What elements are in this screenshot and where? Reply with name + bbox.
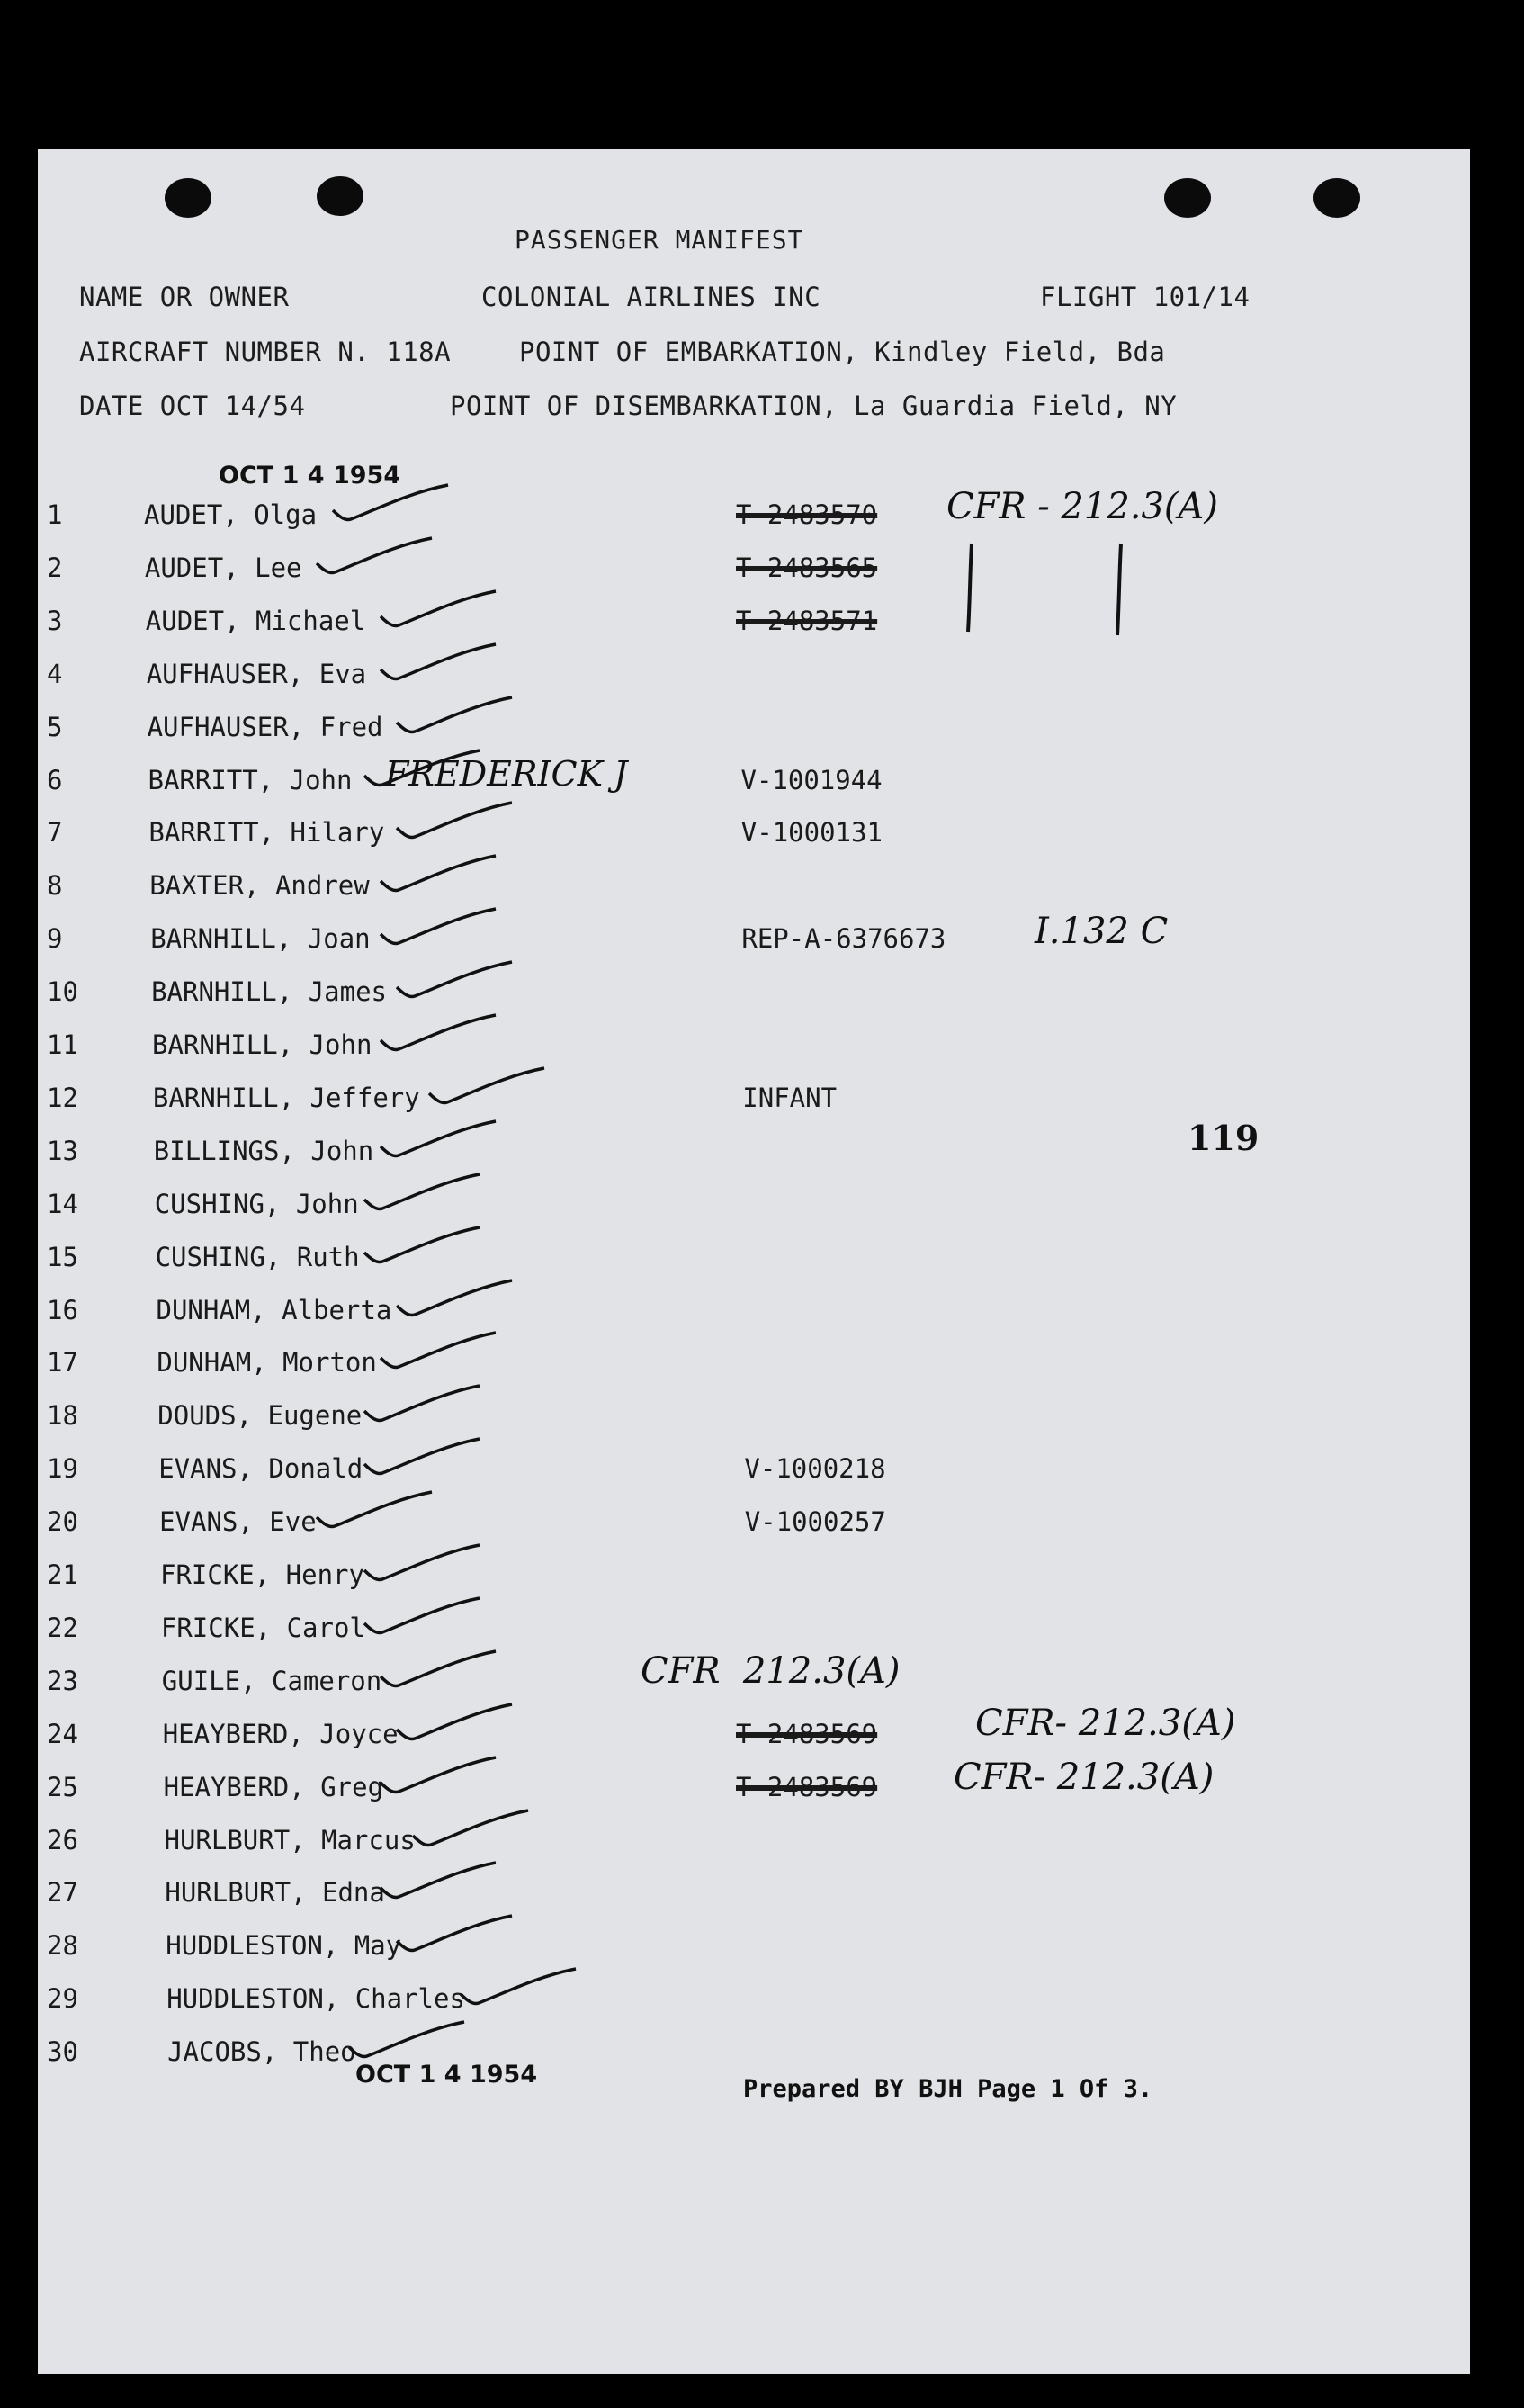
passenger-name: DOUDS, Eugene	[157, 1400, 363, 1431]
passenger-name: HUDDLESTON, Charles	[166, 1983, 465, 2014]
checkmark-icon	[377, 1756, 503, 1801]
passenger-row	[0, 1242, 1524, 1294]
passenger-number: 11	[47, 1029, 78, 1060]
passenger-name: HEAYBERD, Joyce	[162, 1719, 399, 1749]
passenger-document-number: T-2483565	[736, 553, 878, 583]
passenger-number: 10	[47, 976, 78, 1007]
embarkation-point: POINT OF EMBARKATION, Kindley Field, Bda	[519, 337, 1166, 367]
passenger-name: AUFHAUSER, Fred	[147, 712, 383, 742]
owner-label: NAME OR OWNER	[79, 282, 290, 312]
passenger-name: EVANS, Donald	[158, 1453, 363, 1484]
passenger-number: 16	[47, 1295, 78, 1325]
checkmark-icon	[345, 2020, 471, 2065]
passenger-number: 24	[47, 1719, 78, 1749]
passenger-name: AUFHAUSER, Eva	[146, 659, 367, 689]
passenger-row	[0, 1083, 1524, 1135]
passenger-name: JACOBS, Theo	[167, 2036, 356, 2067]
passenger-name: DUNHAM, Alberta	[156, 1295, 392, 1325]
owner-name: COLONIAL AIRLINES INC	[481, 282, 821, 312]
checkmark-icon	[361, 1437, 487, 1482]
passenger-number: 22	[47, 1613, 78, 1643]
passenger-name: AUDET, Michael	[145, 606, 366, 636]
passenger-row	[0, 1930, 1524, 1982]
passenger-name: BARNHILL, John	[152, 1029, 372, 1060]
passenger-name: HUDDLESTON, May	[166, 1930, 402, 1961]
checkmark-icon	[377, 1331, 503, 1376]
passenger-row	[0, 553, 1524, 605]
checkmark-icon	[393, 1914, 519, 1959]
passenger-row	[0, 1983, 1524, 2035]
passenger-name: BARNHILL, James	[151, 976, 387, 1007]
checkmark-icon	[313, 536, 439, 581]
handwritten-cfr-note-23: CFR 212.3(A)	[641, 1650, 901, 1692]
date-stamp-bottom: OCT 1 4 1954	[355, 2061, 538, 2089]
punch-hole	[1313, 178, 1360, 218]
passenger-number: 26	[47, 1825, 78, 1855]
passenger-number: 18	[47, 1400, 78, 1431]
passenger-row	[0, 1559, 1524, 1612]
aircraft-number: AIRCRAFT NUMBER N. 118A	[79, 337, 452, 367]
passenger-row	[0, 659, 1524, 711]
checkmark-icon	[393, 1279, 519, 1324]
passenger-number: 21	[47, 1559, 78, 1590]
handwritten-cfr-note: CFR - 212.3(A)	[946, 486, 1219, 527]
checkmark-icon	[377, 642, 503, 687]
checkmark-icon	[313, 1490, 439, 1535]
passenger-row	[0, 712, 1524, 764]
passenger-row	[0, 1347, 1524, 1399]
passenger-number: 14	[47, 1189, 78, 1219]
checkmark-icon	[329, 483, 455, 528]
passenger-name: HURLBURT, Edna	[165, 1877, 385, 1908]
passenger-document-number: V-1000131	[740, 817, 883, 848]
passenger-name: BILLINGS, John	[153, 1136, 374, 1166]
manifest-title: PASSENGER MANIFEST	[515, 225, 804, 255]
passenger-name: EVANS, Eve	[159, 1506, 317, 1537]
passenger-name: BARRITT, Hilary	[148, 817, 385, 848]
checkmark-icon	[361, 1596, 487, 1641]
passenger-number: 30	[47, 2036, 78, 2067]
handwritten-cfr-note-24: CFR- 212.3(A)	[975, 1703, 1236, 1744]
passenger-number: 13	[47, 1136, 78, 1166]
passenger-row	[0, 1453, 1524, 1505]
checkmark-icon	[377, 589, 503, 634]
passenger-document-number: V-1000218	[744, 1453, 886, 1484]
checkmark-icon	[393, 1703, 519, 1748]
passenger-number: 9	[47, 923, 63, 954]
passenger-row	[0, 606, 1524, 658]
passenger-name: AUDET, Lee	[144, 553, 302, 583]
passenger-name: HURLBURT, Marcus	[164, 1825, 416, 1855]
checkmark-icon	[377, 1649, 503, 1694]
passenger-name: BARNHILL, Jeffery	[152, 1083, 420, 1113]
passenger-row	[0, 1189, 1524, 1241]
passenger-document-number: REP-A-6376673	[741, 923, 946, 954]
passenger-row	[0, 1506, 1524, 1559]
passenger-document-number: T-2483571	[736, 606, 878, 636]
page-number: 119	[1188, 1118, 1260, 1158]
checkmark-icon	[361, 1384, 487, 1429]
passenger-number: 17	[47, 1347, 78, 1378]
date-stamp-top: OCT 1 4 1954	[219, 462, 401, 490]
passenger-number: 5	[47, 712, 63, 742]
flight-date: DATE OCT 14/54	[79, 391, 306, 421]
handwritten-ditto-marks	[963, 540, 1143, 639]
checkmark-icon	[393, 696, 519, 741]
passenger-name: GUILE, Cameron	[161, 1666, 382, 1696]
passenger-row	[0, 765, 1524, 817]
passenger-document-number: INFANT	[742, 1083, 838, 1113]
passenger-row	[0, 870, 1524, 922]
passenger-name: DUNHAM, Morton	[157, 1347, 377, 1378]
passenger-row	[0, 976, 1524, 1029]
checkmark-icon	[377, 1013, 503, 1058]
checkmark-icon	[426, 1066, 551, 1111]
checkmark-icon	[393, 960, 519, 1005]
passenger-name: BAXTER, Andrew	[149, 870, 370, 901]
passenger-name: BARRITT, John	[148, 765, 353, 795]
handwritten-i132-note: I.132 C	[1035, 911, 1169, 952]
punch-hole	[317, 176, 363, 216]
passenger-row	[0, 1400, 1524, 1452]
punch-hole	[165, 178, 211, 218]
passenger-number: 15	[47, 1242, 78, 1272]
passenger-number: 20	[47, 1506, 78, 1537]
passenger-row	[0, 1772, 1524, 1824]
passenger-document-number: T-2483569	[736, 1719, 878, 1749]
checkmark-icon	[377, 1861, 503, 1906]
passenger-number: 4	[47, 659, 63, 689]
disembarkation-point: POINT OF DISEMBARKATION, La Guardia Field, NY	[450, 391, 1178, 421]
passenger-row	[0, 923, 1524, 975]
passenger-row	[0, 817, 1524, 869]
checkmark-icon	[361, 1173, 487, 1217]
passenger-name: HEAYBERD, Greg	[163, 1772, 384, 1802]
passenger-row	[0, 1136, 1524, 1188]
passenger-row	[0, 1877, 1524, 1929]
checkmark-icon	[457, 1967, 583, 2012]
passenger-number: 1	[47, 499, 63, 530]
passenger-name: CUSHING, John	[154, 1189, 359, 1219]
passenger-number: 2	[47, 553, 63, 583]
checkmark-icon	[377, 854, 503, 899]
passenger-number: 23	[47, 1666, 78, 1696]
checkmark-icon	[361, 1226, 487, 1271]
passenger-number: 6	[47, 765, 63, 795]
checkmark-icon	[409, 1809, 535, 1854]
passenger-document-number: T-2483570	[736, 499, 878, 530]
passenger-name: AUDET, Olga	[144, 499, 318, 530]
passenger-name: FRICKE, Carol	[160, 1613, 365, 1643]
passenger-number: 3	[47, 606, 63, 636]
passenger-number: 29	[47, 1983, 78, 2014]
passenger-number: 27	[47, 1877, 78, 1908]
passenger-row	[0, 499, 1524, 552]
passenger-number: 8	[47, 870, 63, 901]
passenger-number: 28	[47, 1930, 78, 1961]
prepared-by-footer: Prepared BY BJH Page 1 Of 3.	[743, 2075, 1153, 2103]
checkmark-icon	[377, 907, 503, 952]
checkmark-icon	[361, 1543, 487, 1588]
passenger-number: 12	[47, 1083, 78, 1113]
checkmark-icon	[393, 801, 519, 846]
passenger-row	[0, 1825, 1524, 1877]
punch-hole	[1164, 178, 1211, 218]
passenger-name: FRICKE, Henry	[160, 1559, 364, 1590]
flight-number: FLIGHT 101/14	[1040, 282, 1251, 312]
passenger-document-number: V-1001944	[740, 765, 883, 795]
passenger-name: CUSHING, Ruth	[155, 1242, 360, 1272]
passenger-number: 25	[47, 1772, 78, 1802]
passenger-number: 7	[47, 817, 63, 848]
handwritten-frederick: FREDERICK J	[385, 754, 628, 794]
passenger-document-number: T-2483569	[736, 1772, 878, 1802]
checkmark-icon	[377, 1119, 503, 1164]
passenger-name: BARNHILL, Joan	[150, 923, 371, 954]
passenger-row	[0, 1719, 1524, 1771]
passenger-document-number: V-1000257	[744, 1506, 886, 1537]
passenger-row	[0, 1029, 1524, 1082]
passenger-number: 19	[47, 1453, 78, 1484]
handwritten-cfr-note-25: CFR- 212.3(A)	[954, 1757, 1215, 1798]
passenger-row	[0, 1295, 1524, 1347]
